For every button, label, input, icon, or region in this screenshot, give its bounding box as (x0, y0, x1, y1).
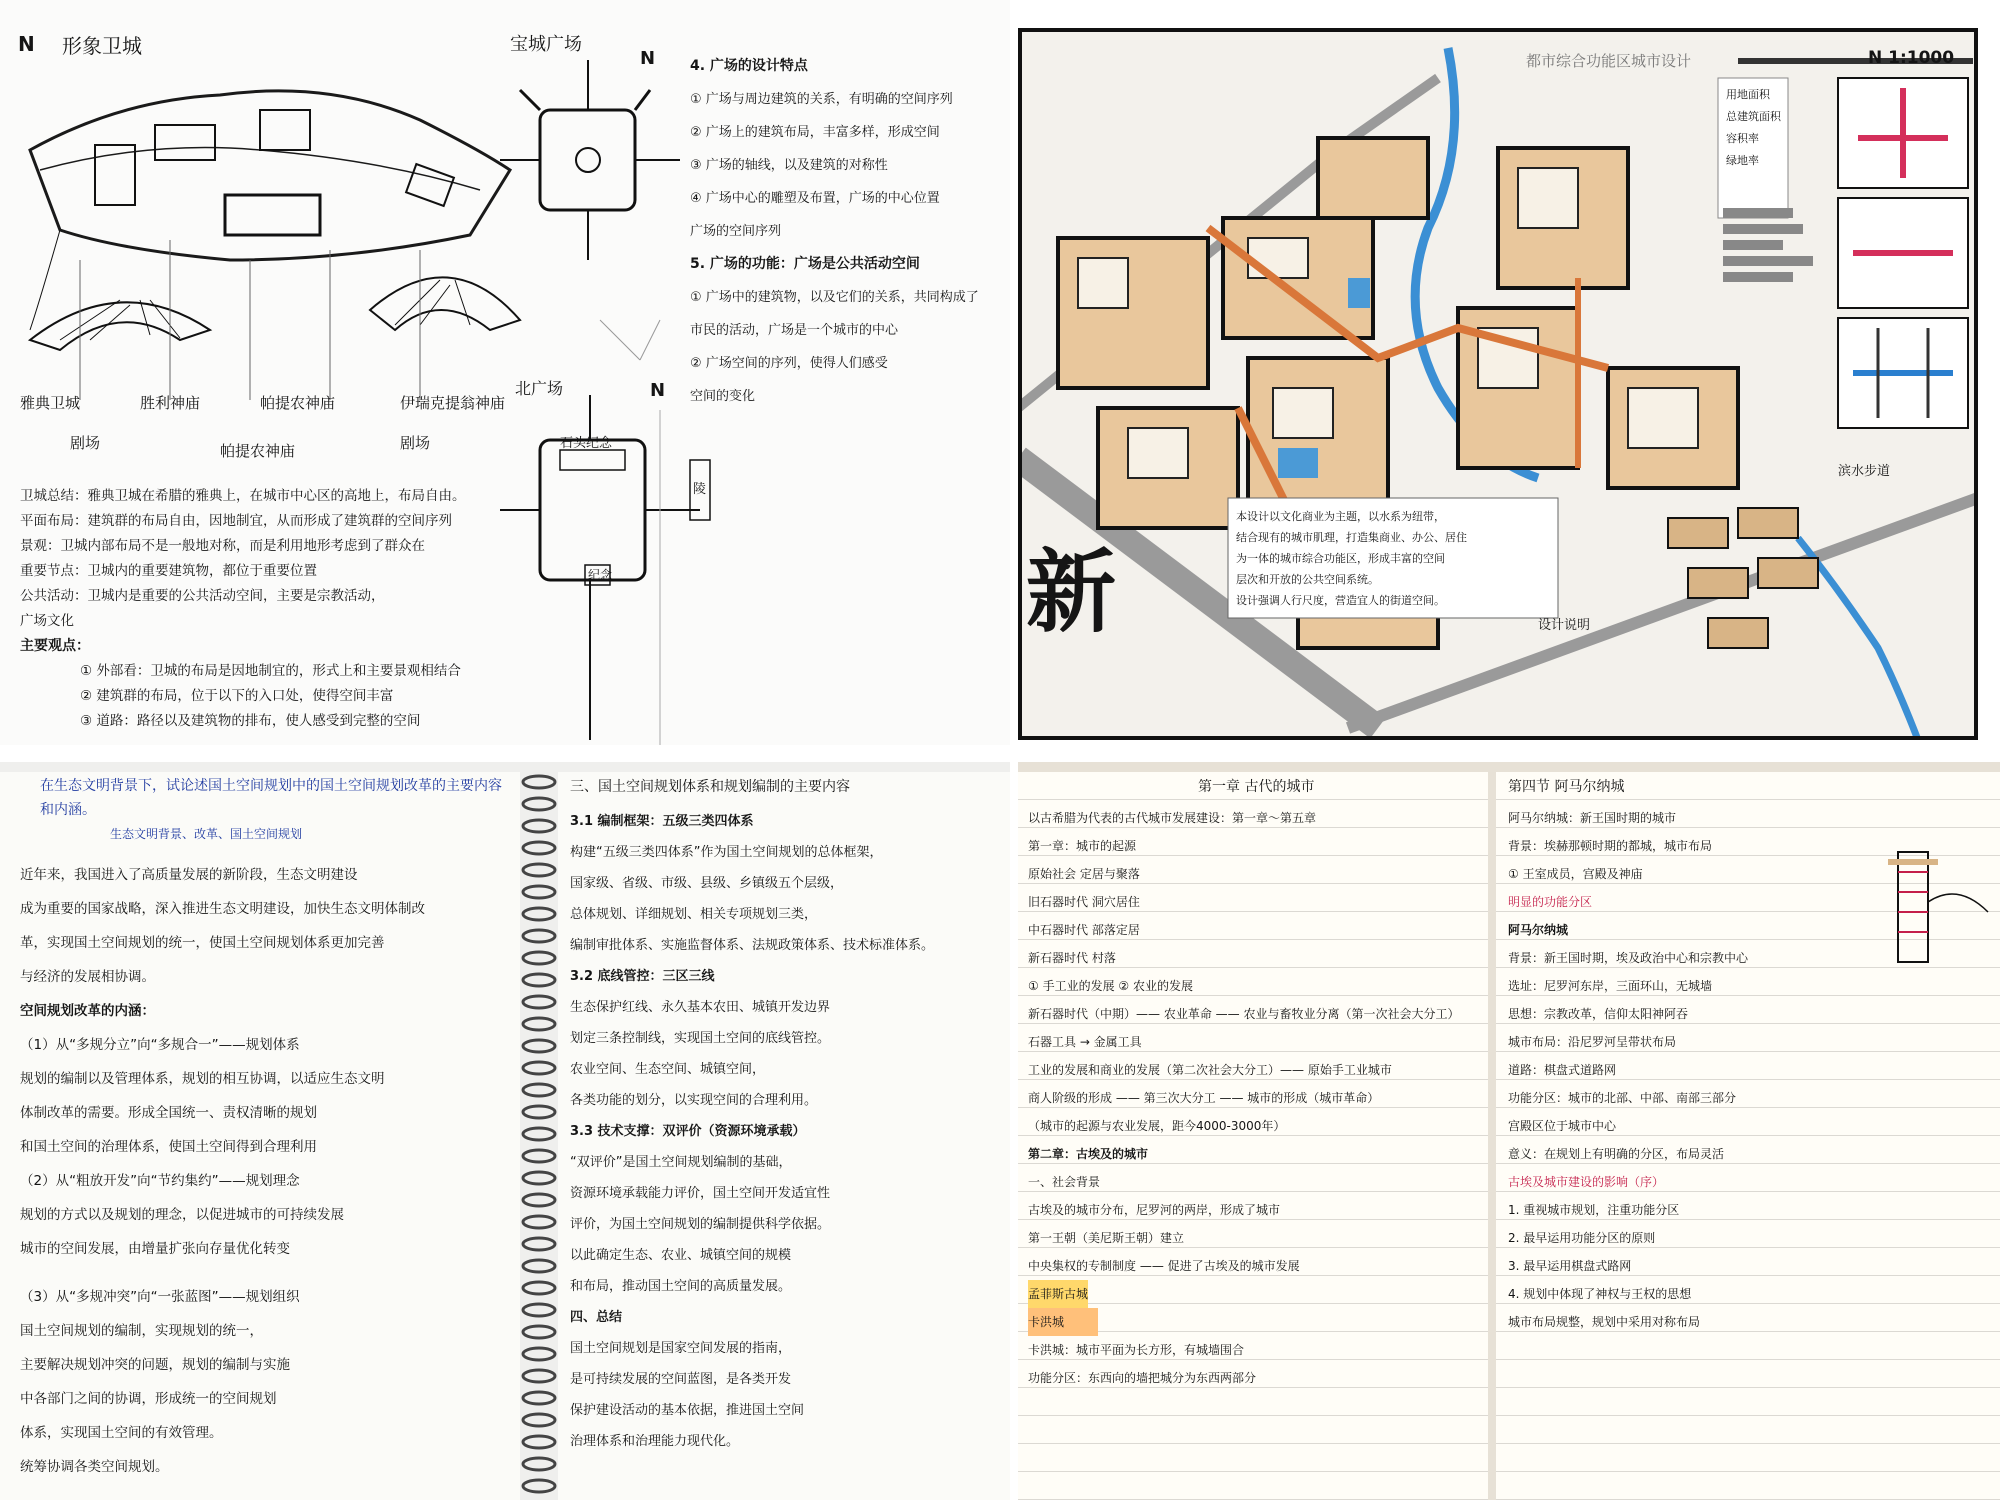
spiral-ring (523, 842, 555, 854)
spiral-ring (523, 1238, 555, 1250)
plan-big-char: 新 (1026, 540, 1116, 645)
spiral-ring (523, 820, 555, 832)
text-line: 选址：尼罗河东岸，三面环山，无城墙 (1508, 979, 1713, 993)
note-line: 主要观点： (20, 638, 90, 654)
text-line: 农业空间、生态空间、城镇空间， (570, 1062, 766, 1077)
right-note: ③ 广场的轴线，以及建筑的对称性 (690, 158, 888, 173)
spiral-ring (523, 1216, 555, 1228)
text-line: 规划的编制以及管理体系，规划的相互协调，以适应生态文明 (20, 1071, 385, 1087)
text-line: 空间规划改革的内涵： (20, 1003, 155, 1019)
text-line: ① 王室成员，宫殿及神庙 (1508, 867, 1643, 881)
right-note: 空间的变化 (690, 389, 756, 404)
note-line: 景观：卫城内部布局不是一般地对称，而是利用地形考虑到了群众在 (20, 538, 425, 554)
spiral-ring (523, 974, 555, 986)
right-chapter-title: 第四节 阿马尔纳城 (1508, 779, 1625, 795)
text-line: 2. 最早运用功能分区的原则 (1508, 1231, 1656, 1245)
text-line: 与经济的发展相协调。 (20, 969, 155, 985)
right-note: 广场的空间序列 (690, 224, 782, 239)
text-line: 四、总结 (570, 1310, 623, 1325)
mid-box-top: 石头纪念 (560, 436, 613, 451)
text-line: 旧石器时代 洞穴居住 (1028, 895, 1140, 909)
spiral-ring (523, 1480, 555, 1492)
spiral-ring (523, 1172, 555, 1184)
spiral-ring (523, 930, 555, 942)
panel-sketch-notes (0, 0, 1010, 745)
sketch-label: 剧场 (70, 434, 101, 452)
sketch-label: 帕提农神庙 (220, 442, 296, 460)
text-line: 生态保护红线、永久基本农田、城镇开发边界 (570, 1000, 831, 1015)
text-line: 3.2 底线管控：三区三线 (570, 969, 715, 984)
plan-title: 都市综合功能区城市设计 (1526, 52, 1692, 70)
text-line: 编制审批体系、实施监督体系、法规政策体系、技术标准体系。 (570, 938, 935, 953)
spiral-ring (523, 1304, 555, 1316)
text-line: 第一章：城市的起源 (1028, 839, 1137, 853)
spiral-ring (523, 886, 555, 898)
text-line: 以此确定生态、农业、城镇空间的规模 (570, 1248, 792, 1263)
text-line: （2）从“粗放开发”向“节约集约”——规划理念 (20, 1173, 300, 1189)
urban-plan-drawing (1018, 28, 1978, 740)
spiral-ring (523, 1106, 555, 1118)
text-line: 古埃及城市建设的影响（序） (1508, 1175, 1665, 1189)
left-notebook-lines (1028, 804, 1483, 1392)
text-line: 宫殿区位于城市中心 (1508, 1119, 1617, 1133)
text-line: 是可持续发展的空间蓝图，是各类开发 (570, 1372, 792, 1387)
note-line: 卫城总结：雅典卫城在希腊的雅典上，在城市中心区的高地上，布局自由。 (20, 488, 466, 504)
north-mark: N (18, 32, 35, 56)
sketch-title: 形象卫城 (62, 34, 142, 58)
text-line: 4. 规划中体现了神权与王权的思想 (1508, 1287, 1692, 1301)
text-line: 中石器时代 部落定居 (1028, 923, 1140, 937)
mid-box-bottom: 纪念 (588, 568, 613, 582)
right-notes (690, 50, 1005, 413)
left-page-text (40, 774, 510, 846)
text-line: 3.1 编制框架：五级三类四体系 (570, 814, 754, 829)
text-line: 体制改革的需要。形成全国统一、责权清晰的规划 (20, 1105, 317, 1121)
plan-label-right: 滨水步道 (1838, 464, 1891, 479)
text-line: 新石器时代（中期）—— 农业革命 —— 农业与畜牧业分离（第一次社会大分工） (1028, 1007, 1460, 1021)
question-title: 在生态文明背景下，试论述国土空间规划中的国土空间规划改革的主要内容和内涵。 (40, 778, 502, 818)
text-line: 评价，为国土空间规划的编制提供科学依据。 (570, 1217, 831, 1232)
text-line: 道路：棋盘式道路网 (1508, 1063, 1617, 1077)
text-line: ① 手工业的发展 ② 农业的发展 (1028, 979, 1193, 993)
mid-north-2: N (650, 380, 666, 401)
mid-side: 陵 (693, 482, 707, 497)
spiral-ring (523, 908, 555, 920)
right-note: 市民的活动，广场是一个城市的中心 (690, 323, 899, 338)
stats-list (1726, 84, 1781, 172)
text-line: 功能分区：东西向的墙把城分为东西两部分 (1028, 1371, 1257, 1385)
text-line: 新石器时代 村落 (1028, 951, 1116, 965)
stat-item: 总建筑面积 (1726, 110, 1781, 123)
panel-lined-notebook (1018, 762, 2000, 1500)
note-line: 平面布局：建筑群的布局自由，因地制宜，从而形成了建筑群的空间序列 (20, 513, 452, 529)
text-line: 卡洪城：城市平面为长方形，有城墙围合 (1028, 1343, 1245, 1357)
text-line: 中央集权的专制制度 —— 促进了古埃及的城市发展 (1028, 1259, 1300, 1273)
spiral-ring (523, 1128, 555, 1140)
stat-item: 绿地率 (1726, 154, 1759, 167)
text-line: 第二章：古埃及的城市 (1028, 1147, 1149, 1161)
note-line: 广场文化 (20, 613, 74, 629)
text-line: 构建“五级三类四体系”作为国土空间规划的总体框架， (570, 845, 883, 860)
spiral-ring (523, 1436, 555, 1448)
spiral-ring (523, 996, 555, 1008)
right-note: ② 广场上的建筑布局，丰富多样，形成空间 (690, 125, 940, 140)
text-line: （城市的起源与农业发展，距今4000-3000年） (1028, 1119, 1286, 1133)
text-line: 功能分区：城市的北部、中部、南部三部分 (1508, 1091, 1737, 1105)
question-subtitle: 生态文明背景、改革、国土空间规划 (110, 827, 303, 841)
right-notebook-lines (1508, 804, 1988, 1336)
text-line: 工业的发展和商业的发展（第二次社会大分工）—— 原始手工业城市 (1028, 1063, 1392, 1077)
spiral-ring (523, 798, 555, 810)
spiral-ring (523, 1370, 555, 1382)
text-line: 1. 重视城市规划，注重功能分区 (1508, 1203, 1680, 1217)
right-page-lines (570, 806, 1000, 1457)
numbered-line: ① 外部看：卫城的布局是因地制宜的，形式上和主要景观相结合 (80, 663, 461, 679)
text-line: 城市布局规整，规划中采用对称布局 (1508, 1315, 1701, 1329)
text-line: 第一王朝（美尼斯王朝）建立 (1028, 1231, 1185, 1245)
text-line: 3. 最早运用棋盘式路网 (1508, 1259, 1632, 1273)
text-line: 古埃及的城市分布，尼罗河的两岸，形成了城市 (1028, 1203, 1281, 1217)
text-line: 统筹协调各类空间规划。 (20, 1459, 169, 1475)
text-line: 一、社会背景 (1028, 1175, 1101, 1189)
text-line: 城市布局：沿尼罗河呈带状布局 (1508, 1035, 1677, 1049)
spiral-ring (523, 1282, 555, 1294)
text-line: 体系，实现国土空间的有效管理。 (20, 1425, 223, 1441)
note-line: 重要节点：卫城内的重要建筑物，都位于重要位置 (20, 563, 317, 579)
text-line: （3）从“多规冲突”向“一张蓝图”——规划组织 (20, 1289, 300, 1305)
spiral-ring (523, 1414, 555, 1426)
spiral-ring (523, 776, 555, 788)
plan-description (1236, 506, 1467, 611)
text-line: 背景：新王国时期，埃及政治中心和宗教中心 (1508, 951, 1749, 965)
notes-block (20, 484, 510, 734)
spiral-binding (520, 772, 558, 1500)
numbered-line: ③ 道路：路径以及建筑物的排布，使人感受到完整的空间 (80, 713, 421, 729)
right-note: 5. 广场的功能：广场是公共活动空间 (690, 256, 920, 272)
text-line: 商人阶级的形成 —— 第三次大分工 —— 城市的形成（城市革命） (1028, 1091, 1380, 1105)
spiral-ring (523, 1392, 555, 1404)
text-line: 规划的方式以及规划的理念，以促进城市的可持续发展 (20, 1207, 344, 1223)
spiral-ring (523, 1348, 555, 1360)
stat-item: 用地面积 (1726, 88, 1770, 101)
text-line: 背景：埃赫那顿时期的都城，城市布局 (1508, 839, 1713, 853)
spiral-ring (523, 1084, 555, 1096)
numbered-line: ② 建筑群的布局，位于以下的入口处，使得空间丰富 (80, 688, 394, 704)
right-note: ① 广场与周边建筑的关系，有明确的空间序列 (690, 92, 953, 107)
right-note: ① 广场中的建筑物，以及它们的关系，共同构成了 (690, 290, 979, 305)
text-line: 保护建设活动的基本依据，推进国土空间 (570, 1403, 805, 1418)
text-line: 孟菲斯古城 (1028, 1280, 1088, 1308)
spiral-ring (523, 1194, 555, 1206)
text-line: 治理体系和治理能力现代化。 (570, 1434, 740, 1449)
text-line: 和布局，推动国土空间的高质量发展。 (570, 1279, 792, 1294)
right-page-title: 三、国土空间规划体系和规划编制的主要内容 (570, 779, 850, 795)
text-line: 总体规划、详细规划、相关专项规划三类， (570, 907, 818, 922)
text-line: 国土空间规划是国家空间发展的指南， (570, 1341, 792, 1356)
mid-label-2: 北广场 (515, 379, 564, 398)
spiral-ring (523, 864, 555, 876)
spiral-ring (523, 1018, 555, 1030)
text-line: 国土空间规划的编制，实现规划的统一， (20, 1323, 263, 1339)
text-line: 各类功能的划分，以实现空间的合理利用。 (570, 1093, 818, 1108)
right-note: ④ 广场中心的雕塑及布置，广场的中心位置 (690, 191, 940, 206)
text-line: 石器工具 → 金属工具 (1028, 1035, 1142, 1049)
text-line: “双评价”是国土空间规划编制的基础， (570, 1155, 792, 1170)
desc-line: 设计强调人行尺度，营造宜人的街道空间。 (1236, 594, 1445, 607)
text-line: 主要解决规划冲突的问题，规划的编制与实施 (20, 1357, 290, 1373)
text-line: （1）从“多规分立”向“多规合一”——规划体系 (20, 1037, 300, 1053)
text-line: 卡洪城 (1028, 1308, 1098, 1336)
spiral-ring (523, 1062, 555, 1074)
text-line: 划定三条控制线，实现国土空间的底线管控。 (570, 1031, 831, 1046)
desc-line: 本设计以文化商业为主题，以水系为纽带， (1236, 510, 1445, 523)
text-line: 和国土空间的治理体系，使国土空间得到合理利用 (20, 1139, 317, 1155)
right-note: ② 广场空间的序列，使得人们感受 (690, 356, 888, 371)
panel-spiral-notebook (0, 762, 1010, 1500)
text-line: 革，实现国土空间规划的统一，使国土空间规划体系更加完善 (20, 935, 385, 951)
spiral-ring (523, 1150, 555, 1162)
text-line: 明显的功能分区 (1508, 895, 1593, 909)
spiral-ring (523, 952, 555, 964)
desc-line: 结合现有的城市肌理，打造集商业、办公、居住 (1236, 531, 1467, 544)
text-line: 意义：在规划上有明确的分区，布局灵活 (1508, 1147, 1725, 1161)
desc-line: 为一体的城市综合功能区，形成丰富的空间 (1236, 552, 1445, 565)
spiral-ring (523, 1326, 555, 1338)
text-line: 城市的空间发展，由增量扩张向存量优化转变 (20, 1241, 290, 1257)
sketch-label: 雅典卫城 (20, 394, 81, 412)
desc-line: 层次和开放的公共空间系统。 (1236, 573, 1379, 586)
mid-title: 宝城广场 (510, 34, 582, 55)
right-note: 4. 广场的设计特点 (690, 58, 808, 74)
sketch-label: 剧场 (400, 434, 431, 452)
text-line: 阿马尔纳城 (1508, 923, 1569, 937)
sketch-label: 帕提农神庙 (260, 394, 336, 412)
spiral-ring (523, 1260, 555, 1272)
panel-urban-plan (1018, 28, 1978, 740)
sketch-label: 胜利神庙 (140, 394, 201, 412)
spiral-ring (523, 1040, 555, 1052)
text-line: 中各部门之间的协调，形成统一的空间规划 (20, 1391, 277, 1407)
text-line: 国家级、省级、市级、县级、乡镇级五个层级， (570, 876, 844, 891)
text-line: 思想：宗教改革，信仰太阳神阿吞 (1508, 1007, 1689, 1021)
mid-north: N (640, 48, 656, 69)
text-line: 阿马尔纳城：新王国时期的城市 (1508, 811, 1677, 825)
text-line: 资源环境承载能力评价，国土空间开发适宜性 (570, 1186, 831, 1201)
text-line: 近年来，我国进入了高质量发展的新阶段，生态文明建设 (20, 867, 358, 883)
stat-item: 容积率 (1726, 132, 1759, 145)
text-line: 以古希腊为代表的古代城市发展建设：第一章～第五章 (1028, 811, 1317, 825)
spiral-ring (523, 1458, 555, 1470)
plan-label-bottom: 设计说明 (1538, 618, 1591, 633)
text-line: 3.3 技术支撑：双评价（资源环境承载） (570, 1124, 806, 1139)
sketch-label: 伊瑞克提翁神庙 (400, 394, 506, 412)
plan-scale: N 1:1000 (1868, 48, 1955, 68)
left-page-lines (20, 858, 510, 1484)
text-line: 成为重要的国家战略，深入推进生态文明建设，加快生态文明体制改 (20, 901, 425, 917)
text-line: 原始社会 定居与聚落 (1028, 867, 1140, 881)
chapter-title: 第一章 古代的城市 (1198, 779, 1315, 795)
note-line: 公共活动：卫城内是重要的公共活动空间，主要是宗教活动， (20, 588, 385, 604)
